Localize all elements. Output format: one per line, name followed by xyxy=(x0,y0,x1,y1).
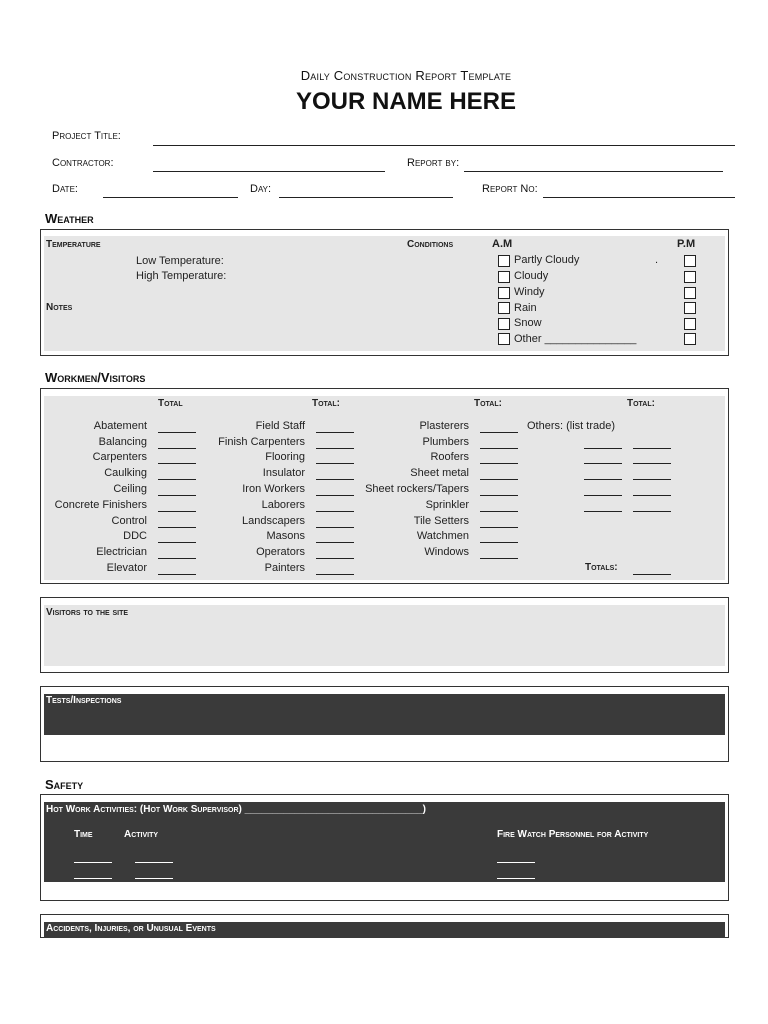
other-trade-field[interactable] xyxy=(584,511,622,512)
conditions-label: Conditions xyxy=(407,239,454,250)
condition-partly-cloudy: Partly Cloudy xyxy=(514,254,580,266)
safety-heading: Safety xyxy=(45,777,84,792)
count-field[interactable] xyxy=(316,495,354,496)
report-no-label: Report No: xyxy=(482,183,538,195)
count-field[interactable] xyxy=(316,448,354,449)
pm-partly-cloudy-checkbox[interactable] xyxy=(684,255,696,267)
tests-heading: Tests/Inspections xyxy=(46,695,122,706)
trade-label: Electrician xyxy=(96,546,147,558)
other-trade-field[interactable] xyxy=(584,495,622,496)
activity-field[interactable] xyxy=(135,878,173,879)
trade-label: Painters xyxy=(264,562,305,574)
trade-label: Insulator xyxy=(262,467,305,479)
stray-dot: . xyxy=(655,254,659,266)
trade-label: Concrete Finishers xyxy=(54,499,147,511)
trade-label: Flooring xyxy=(265,451,305,463)
condition-windy: Windy xyxy=(514,286,545,298)
other-count-field[interactable] xyxy=(633,511,671,512)
fire-watch-field[interactable] xyxy=(497,862,535,863)
count-field[interactable] xyxy=(480,479,518,480)
count-field[interactable] xyxy=(480,432,518,433)
low-temperature-label: Low Temperature: xyxy=(136,255,224,267)
trade-label: Balancing xyxy=(98,436,147,448)
trade-label: Control xyxy=(111,515,147,527)
temperature-label: Temperature xyxy=(46,239,101,250)
trade-label: Field Staff xyxy=(255,420,305,432)
pm-label: P.M xyxy=(677,238,696,250)
count-field[interactable] xyxy=(480,511,518,512)
other-trade-field[interactable] xyxy=(584,463,622,464)
report-name: YOUR NAME HERE xyxy=(295,88,517,115)
trade-label: Operators xyxy=(256,546,305,558)
count-field[interactable] xyxy=(316,527,354,528)
other-count-field[interactable] xyxy=(633,448,671,449)
date-label: Date: xyxy=(52,183,78,195)
contractor-field[interactable] xyxy=(153,171,385,172)
trade-label: Carpenters xyxy=(92,451,147,463)
count-field[interactable] xyxy=(158,542,196,543)
am-windy-checkbox[interactable] xyxy=(498,287,510,299)
other-trade-field[interactable] xyxy=(584,479,622,480)
am-other-checkbox[interactable] xyxy=(498,333,510,345)
count-field[interactable] xyxy=(316,558,354,559)
count-field[interactable] xyxy=(158,495,196,496)
count-field[interactable] xyxy=(158,511,196,512)
grand-total-field[interactable] xyxy=(633,574,671,575)
fire-watch-field[interactable] xyxy=(497,878,535,879)
count-field[interactable] xyxy=(316,479,354,480)
am-snow-checkbox[interactable] xyxy=(498,318,510,330)
visitors-heading: Visitors to the site xyxy=(46,607,129,618)
am-partly-cloudy-checkbox[interactable] xyxy=(498,255,510,267)
other-trade-field[interactable] xyxy=(584,448,622,449)
am-label: A.M xyxy=(492,238,513,250)
report-by-label: Report by: xyxy=(407,157,460,169)
trade-label: Iron Workers xyxy=(242,483,305,495)
other-count-field[interactable] xyxy=(633,479,671,480)
pm-windy-checkbox[interactable] xyxy=(684,287,696,299)
trade-label: Watchmen xyxy=(416,530,469,542)
count-field[interactable] xyxy=(480,448,518,449)
count-field[interactable] xyxy=(158,527,196,528)
count-field[interactable] xyxy=(480,527,518,528)
report-no-field[interactable] xyxy=(543,197,735,198)
total-header-1: Total xyxy=(158,398,183,409)
tests-panel[interactable] xyxy=(44,694,725,735)
count-field[interactable] xyxy=(158,463,196,464)
trade-label: Elevator xyxy=(106,562,147,574)
trade-label: Plasterers xyxy=(419,420,469,432)
other-count-field[interactable] xyxy=(633,463,671,464)
totals-label: Totals: xyxy=(585,562,618,573)
trade-label: Abatement xyxy=(93,420,147,432)
trade-label: Sprinkler xyxy=(425,499,469,511)
count-field[interactable] xyxy=(158,432,196,433)
activity-field[interactable] xyxy=(135,862,173,863)
count-field[interactable] xyxy=(316,463,354,464)
time-column-label: Time xyxy=(74,829,93,840)
count-field[interactable] xyxy=(316,432,354,433)
time-field[interactable] xyxy=(74,862,112,863)
trade-label: Caulking xyxy=(104,467,147,479)
trade-label: Windows xyxy=(424,546,469,558)
high-temperature-label: High Temperature: xyxy=(136,270,227,282)
others-label: Others: (list trade) xyxy=(527,420,616,432)
notes-label: Notes xyxy=(46,302,73,313)
count-field[interactable] xyxy=(158,448,196,449)
activity-column-label: Activity xyxy=(124,829,159,840)
pm-rain-checkbox[interactable] xyxy=(684,302,696,314)
count-field[interactable] xyxy=(158,558,196,559)
workmen-heading: Workmen/Visitors xyxy=(45,370,146,385)
count-field[interactable] xyxy=(158,574,196,575)
visitors-box xyxy=(40,597,729,673)
total-header-2: Total: xyxy=(312,398,340,409)
pm-other-checkbox[interactable] xyxy=(684,333,696,345)
total-header-4: Total: xyxy=(627,398,655,409)
condition-cloudy: Cloudy xyxy=(514,270,549,282)
pm-cloudy-checkbox[interactable] xyxy=(684,271,696,283)
day-label: Day: xyxy=(250,183,272,195)
fire-watch-column-label: Fire Watch Personnel for Activity xyxy=(497,829,649,840)
pm-snow-checkbox[interactable] xyxy=(684,318,696,330)
trade-label: Tile Setters xyxy=(413,515,469,527)
count-field[interactable] xyxy=(158,479,196,480)
project-title-label: Project Title: xyxy=(52,130,121,142)
trade-label: Finish Carpenters xyxy=(218,436,305,448)
trade-label: Plumbers xyxy=(422,436,469,448)
count-field[interactable] xyxy=(480,495,518,496)
condition-other: Other _______________ xyxy=(514,333,637,345)
other-count-field[interactable] xyxy=(633,495,671,496)
trade-label: Laborers xyxy=(261,499,305,511)
count-field[interactable] xyxy=(316,542,354,543)
condition-rain: Rain xyxy=(514,302,537,314)
project-title-field[interactable] xyxy=(153,145,735,146)
trade-label: Masons xyxy=(266,530,305,542)
tests-box xyxy=(40,686,729,762)
am-cloudy-checkbox[interactable] xyxy=(498,271,510,283)
day-field[interactable] xyxy=(279,197,453,198)
trade-label: Landscapers xyxy=(242,515,305,527)
count-field[interactable] xyxy=(316,511,354,512)
contractor-label: Contractor: xyxy=(52,157,114,169)
weather-heading: Weather xyxy=(45,211,94,226)
trade-label: Sheet metal xyxy=(410,467,469,479)
count-field[interactable] xyxy=(480,542,518,543)
date-field[interactable] xyxy=(103,197,238,198)
count-field[interactable] xyxy=(480,463,518,464)
hot-work-label: Hot Work Activities: (Hot Work Supervisor) ________________________________) xyxy=(46,804,426,815)
trade-label: Sheet rockers/Tapers xyxy=(365,483,469,495)
time-field[interactable] xyxy=(74,878,112,879)
trade-label: DDC xyxy=(123,530,147,542)
visitors-panel[interactable] xyxy=(44,605,725,666)
count-field[interactable] xyxy=(316,574,354,575)
trade-label: Roofers xyxy=(430,451,469,463)
count-field[interactable] xyxy=(480,558,518,559)
total-header-3: Total: xyxy=(474,398,502,409)
am-rain-checkbox[interactable] xyxy=(498,302,510,314)
report-by-field[interactable] xyxy=(464,171,723,172)
report-subtitle: Daily Construction Report Template xyxy=(300,68,512,83)
trade-label: Ceiling xyxy=(113,483,147,495)
condition-snow: Snow xyxy=(514,317,542,329)
accidents-heading: Accidents, Injuries, or Unusual Events xyxy=(46,923,216,934)
